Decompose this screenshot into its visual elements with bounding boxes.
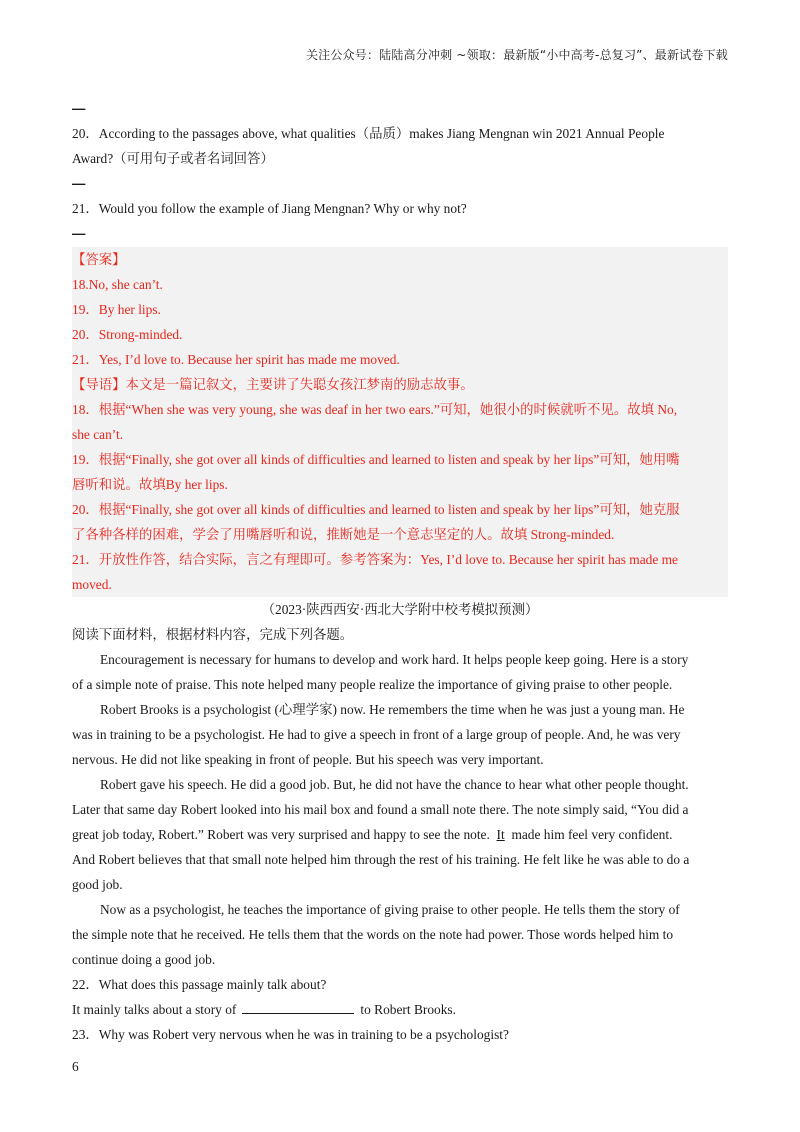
question-21: 21．Would you follow the example of Jiang Mengnan? Why or why not?: [72, 201, 467, 216]
instruction: 阅读下面材料，根据材料内容，完成下列各题。: [72, 627, 354, 642]
passage-line: continue doing a good job.: [72, 952, 216, 967]
explanation-18-line2: she can’t.: [72, 427, 124, 442]
answer-blank: —: [72, 226, 86, 241]
passage-line: [72, 822, 728, 847]
explanation-18-line1: 18．根据“When she was very young, she was deaf in her two ears.”可知，她很小的时候就听不见。故填 No,: [72, 402, 678, 417]
passage-paragraph-3: [72, 772, 728, 897]
passage-line: of a simple note of praise. This note helped many people realize the importance of giving praise to other people.: [72, 677, 673, 692]
passage-text: great job today, Robert.” Robert was very surprised and happy to see the note.: [72, 827, 490, 842]
explanation-21-line1: 21．开放性作答，结合实际，言之有理即可。参考答案为：Yes, I’d love to. Because her spirit has made me: [72, 552, 678, 567]
answer-21: 21．Yes, I’d love to. Because her spirit has made me moved.: [72, 352, 400, 367]
explanation-20-line2: 了各种各样的困难，学会了用嘴唇听和说，推断她是一个意志坚定的人。故填 Strong-minded.: [72, 527, 615, 542]
explanation-19-line2: 唇听和说。故填By her lips.: [72, 477, 228, 492]
answer-label: 【答案】: [72, 252, 126, 267]
answer-19: 19．By her lips.: [72, 302, 161, 317]
answer-18: 18.No, she can’t.: [72, 277, 163, 292]
answer-blank: —: [72, 101, 86, 116]
underlined-word: It: [496, 827, 505, 842]
document-body: [72, 96, 728, 1047]
answer-blank: —: [72, 176, 86, 191]
explanation-19-line1: 19．根据“Finally, she got over all kinds of difficulties and learned to listen and speak by her lips”可知，她用嘴: [72, 452, 680, 467]
page-header: 关注公众号：陆陆高分冲刺 ~领取：最新版“小中高考-总复习”、最新试卷下载: [305, 48, 728, 62]
explanation-21-line2: moved.: [72, 577, 112, 592]
passage-line: Robert gave his speech. He did a good job. But, he did not have the chance to hear what other people thought.: [100, 777, 689, 792]
passage-line: was in training to be a psychologist. He had to give a speech in front of a large group of people. And, he was very: [72, 727, 681, 742]
passage-line: Now as a psychologist, he teaches the importance of giving praise to other people. He tells them the story of: [100, 902, 680, 917]
page-number: 6: [72, 1059, 79, 1074]
fill-in-blank[interactable]: [242, 1000, 354, 1014]
question-20-line1: 20．According to the passages above, what qualities（品质）makes Jiang Mengnan win 2021 Annual People: [72, 126, 665, 141]
passage-paragraph-2: [72, 697, 728, 772]
passage-line: And Robert believes that that small note helped him through the rest of his training. He felt like he was able to do a: [72, 852, 690, 867]
source-note: （2023·陕西西安·西北大学附中校考模拟预测）: [261, 602, 539, 617]
answer-section: [72, 247, 728, 597]
question-20-line2: Award?（可用句子或者名词回答）: [72, 151, 274, 166]
passage-paragraph-1: [72, 647, 728, 697]
question-23: 23．Why was Robert very nervous when he was in training to be a psychologist?: [72, 1027, 509, 1042]
explanation-20-line1: 20．根据“Finally, she got over all kinds of difficulties and learned to listen and speak by her lips”可知，她克服: [72, 502, 680, 517]
answer-prefix: It mainly talks about a story of: [72, 1002, 237, 1017]
passage-line: the simple note that he received. He tells them that the words on the note had power. Those words helped him to: [72, 927, 674, 942]
question-22: 22．What does this passage mainly talk about?: [72, 977, 327, 992]
passage-line: nervous. He did not like speaking in front of people. But his speech was very important.: [72, 752, 544, 767]
answer-20: 20．Strong-minded.: [72, 327, 183, 342]
passage-line: Robert Brooks is a psychologist (心理学家) now. He remembers the time when he was just a young man. He: [100, 702, 685, 717]
passage-line: Later that same day Robert looked into his mail box and found a small note there. The note simply said, “You did a: [72, 802, 689, 817]
guide-text: 【导语】本文是一篇记叙文，主要讲了失聪女孩江梦南的励志故事。: [72, 377, 474, 392]
passage-text: made him feel very confident.: [511, 827, 673, 842]
passage-line: good job.: [72, 877, 123, 892]
passage-paragraph-4: [72, 897, 728, 972]
question-22-answer-line: [72, 997, 728, 1022]
passage-line: Encouragement is necessary for humans to develop and work hard. It helps people keep going. Here is a story: [100, 652, 689, 667]
answer-suffix: to Robert Brooks.: [360, 1002, 456, 1017]
